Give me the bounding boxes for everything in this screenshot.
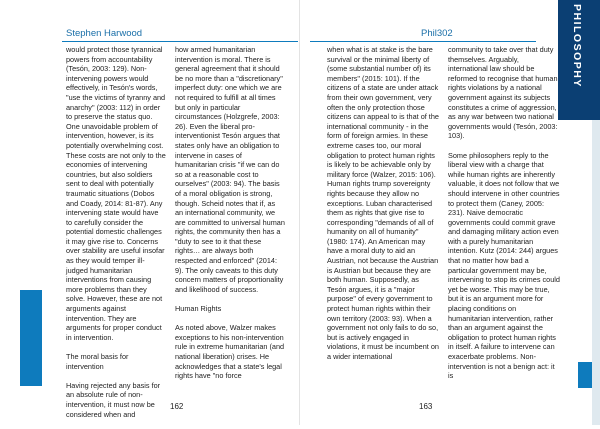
section-heading: Human Rights <box>175 304 222 314</box>
accent-bar <box>20 290 42 386</box>
paragraph: would protect those tyrannical powers from accountability (Tesón, 2003: 129). Non-intervening powers would effectively, in Tesón's words, "use the victims of tyranny and anarchy" (2003: 112) in order to preserve the status quo. One unavoidable problem of intervention, however, is its potentially overwhelming cost. These costs are not only to the economies of intervening countries, but also soldiers sent to deal with potentially traumatic situations (Dobos and Coady, 2014: 81-87). Any intervening state would have to carefully consider the potential domestic challenges it may give rise to. Concerns over stability are useful insofar as they would temper ill-judged humanitarian interventions from causing more problems than they solve. However, these are not arguments against intervention. They are arguments for proper conduct in intervention. <box>66 45 166 342</box>
text-column-3 <box>327 45 439 371</box>
side-stripe <box>592 120 600 425</box>
paragraph: Some philosophers reply to the liberal view with a charge that while human rights are inherently valuable, it does not follow that we should intervene in other countries to protect them (Caney, 2005: 231). Naive democratic governments could commit grave and damaging military action even with a purely humanitarian intention. Kutz (2014: 244) argues that no matter how bad a particular government may be, intervening to stop its crimes could yet be worse. This may be true, but it is an argument more for placing conditions on humanitarian intervention, rather than an argument against the obligation to protect human rights in itself. A failure to intervene can exacerbate problems. Non-intervention is not a benign act: it is <box>448 150 560 381</box>
left-page <box>0 0 300 425</box>
right-page <box>300 0 600 425</box>
text-column-2 <box>175 45 285 390</box>
header-rule <box>310 41 536 42</box>
paragraph: Having rejected any basis for an absolute rule of non-intervention, it must now be considered when and <box>66 380 161 419</box>
page-number: 162 <box>170 402 184 411</box>
page-header-author: Stephen Harwood <box>66 28 143 39</box>
text-column-4 <box>448 45 560 390</box>
paragraph: As noted above, Walzer makes exceptions to his non-intervention rule in extreme humanitarian (and national liberation) crises. He acknowledges that a state's legal rights have "no force <box>175 323 285 381</box>
accent-bar <box>578 362 592 388</box>
header-rule <box>62 41 298 42</box>
paragraph: how armed humanitarian intervention is moral. There is general agreement that it should be no more than a "discretionary" imperfect duty: one which we are not required to fulfill at all times but only in particular circumstances (Holzgrefe, 2003: 26). Even the liberal pro-interventionist Tesón argues that states only have an obligation to intervene in cases of humanitarian crisis "if we can do so at a reasonable cost to ourselves" (2003: 94). The basis of a moral obligation is strong, though. Scheid notes that if, as an international community, we are committed to universal human rights, the community then has a "duty to see to it that these rights… are always both respected and enforced" (2014: 9). The only caveats to this duty concern matters of proportionality and likelihood of success. <box>175 45 285 294</box>
paragraph: community to take over that duty themselves. Arguably, international law should be reformed to recognise that human rights violations by a national government against its subjects constitutes a crime of aggression, as any war between two national governments would (Tesón, 2003: 103). <box>448 45 558 141</box>
text-column-1 <box>66 45 166 429</box>
section-heading: The moral basis for intervention <box>66 352 129 371</box>
page-header-course: Phil302 <box>421 28 453 39</box>
paragraph: when what is at stake is the bare survival or the minimal liberty of (some substantial number of) its members" (2015: 101). If the citizens of a state are under attack from their own government, very often the only protection those citizens can appeal to is that of the international community - in the form of foreign armies. In these extreme cases too, our moral obligation to protect human rights is likely to be achievable only by military force (Walzer, 2015: 106). Human rights trump sovereignty rights because they allow no exceptions. Luban characterised them as rights that give rise to corresponding "demands of all of humanity on all of humanity" (1980: 174). An American may have a moral duty to aid an Austrian, not because the Austrian is Austrian but because they are both human. Supposedly, as Tesón argues, it is a "major purpose" of every government to protect human rights within their own territory (2003: 93). When a government not only fails to do so, but is actively engaged in violations, it must be incumbent on a wider international <box>327 45 439 361</box>
page-number: 163 <box>419 402 433 411</box>
section-tab-label: PHILOSOPHY <box>571 4 583 88</box>
